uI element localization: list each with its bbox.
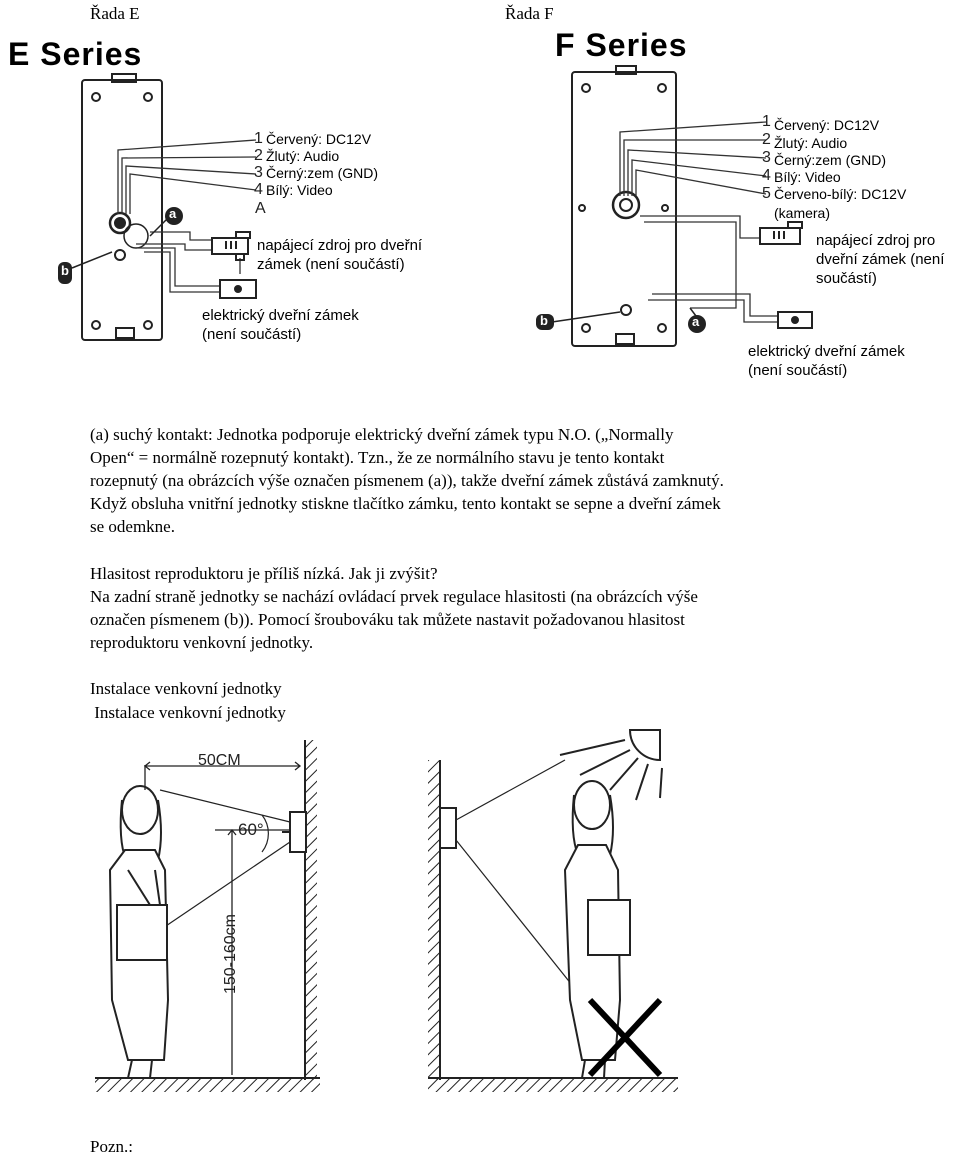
e-power-supply-label xyxy=(257,236,422,274)
f-wire-label-3: Černý:zem (GND) xyxy=(774,152,887,168)
f-camera-note: (kamera) xyxy=(774,205,831,221)
distance-label: 50CM xyxy=(198,752,241,769)
e-series-wires xyxy=(118,140,256,292)
volume-answer-line-3: reproduktoru venkovní jednotky. xyxy=(90,633,314,652)
f-wire-label-4: Bílý: Video xyxy=(774,169,841,185)
f-wire-label-2: Žlutý: Audio xyxy=(774,135,848,151)
volume-answer-line-2: označen písmenem (b)). Pomocí šroubováku tak můžete nastavit požadovanou hlasitost xyxy=(90,610,685,629)
f-door-lock-icon xyxy=(778,312,812,328)
install-heading-1: Instalace venkovní jednotky xyxy=(90,679,282,698)
e-power-line-2: zámek (není součástí) xyxy=(257,256,405,273)
e-letter-a: A xyxy=(255,200,266,217)
f-wire-label-5: Červeno-bílý: DC12V xyxy=(774,186,907,202)
e-power-line-1: napájecí zdroj pro dveřní xyxy=(257,237,423,254)
svg-text:5: 5 xyxy=(762,185,771,202)
f-power-line-1: napájecí zdroj pro xyxy=(816,232,936,249)
e-marker-b-label: b xyxy=(61,263,69,278)
svg-text:1: 1 xyxy=(762,113,771,130)
dry-contact-line-2: Open“ = normálně rozepnutý kontakt). Tzn., že ze normálního stavu je tento kontakt xyxy=(90,448,665,467)
f-lock-line-2: (není součástí) xyxy=(748,362,848,379)
svg-text:3: 3 xyxy=(762,149,771,166)
e-marker-a-label: a xyxy=(169,206,177,221)
e-wire-label-4: Bílý: Video xyxy=(266,182,333,198)
right-outdoor-unit xyxy=(440,808,456,848)
f-series-title: F Series xyxy=(555,27,688,63)
svg-text:1: 1 xyxy=(254,130,263,147)
f-series-wires xyxy=(620,122,778,322)
f-power-line-2: dveřní zámek (není xyxy=(816,251,945,268)
dry-contact-line-4: Když obsluha vnitřní jednotky stiskne tlačítko zámku, tento kontakt se sepne a dveřní zámek xyxy=(90,494,721,513)
volume-answer-line-1: Na zadní straně jednotky se nachází ovládací prvek regulace hlasitosti (na obrázcích výše xyxy=(90,587,698,606)
e-door-lock-label xyxy=(202,306,359,344)
svg-text:3: 3 xyxy=(254,164,263,181)
f-power-supply-icon xyxy=(760,222,802,244)
volume-answer-paragraph xyxy=(90,585,860,654)
right-view-angle xyxy=(456,760,600,1020)
right-wall xyxy=(428,760,440,1080)
note-label: Pozn.: xyxy=(90,1137,133,1156)
e-wire-label-3: Černý:zem (GND) xyxy=(266,165,379,181)
svg-text:2: 2 xyxy=(254,147,263,164)
dry-contact-line-1: (a) suchý kontakt: Jednotka podporuje elektrický dveřní zámek typu N.O. („Normally xyxy=(90,425,674,444)
f-number-labels xyxy=(762,113,771,202)
wrong-x-icon xyxy=(590,1000,660,1075)
height-label: 150-160cm xyxy=(222,913,239,995)
e-lock-line-1: elektrický dveřní zámek xyxy=(202,307,359,324)
f-marker-a-label: a xyxy=(692,314,700,329)
e-series-title: E Series xyxy=(8,36,143,72)
dry-contact-paragraph xyxy=(90,423,860,538)
e-wire-label-2: Žlutý: Audio xyxy=(266,148,340,164)
svg-text:4: 4 xyxy=(762,167,771,184)
f-door-lock-label xyxy=(748,342,905,380)
f-series-unit xyxy=(572,66,676,346)
f-power-supply-label xyxy=(816,231,944,288)
header-rada-e: Řada E xyxy=(90,4,140,23)
e-wire-label-1: Červený: DC12V xyxy=(266,131,372,147)
f-power-line-3: součástí) xyxy=(816,270,877,287)
install-heading-2: Instalace venkovní jednotky xyxy=(90,703,286,722)
f-marker-b-icon xyxy=(536,312,620,330)
left-outdoor-unit xyxy=(282,812,306,852)
f-wire-label-1: Červený: DC12V xyxy=(774,117,880,133)
left-wall xyxy=(305,740,317,1080)
header-rada-f: Řada F xyxy=(505,4,554,23)
svg-text:4: 4 xyxy=(254,181,263,198)
f-lock-line-1: elektrický dveřní zámek xyxy=(748,343,905,360)
left-person-illustration xyxy=(110,786,168,1078)
svg-text:2: 2 xyxy=(762,131,771,148)
f-marker-b-label: b xyxy=(540,313,548,328)
e-lock-line-2: (není součástí) xyxy=(202,326,302,343)
left-floor xyxy=(95,1078,320,1092)
e-number-labels xyxy=(254,130,263,198)
volume-question: Hlasitost reproduktoru je příliš nízká. Jak ji zvýšit? xyxy=(90,564,438,583)
right-floor xyxy=(428,1078,678,1092)
right-person-illustration xyxy=(565,781,630,1078)
e-power-supply-icon xyxy=(212,232,250,260)
sun-icon xyxy=(560,730,662,800)
angle-label: 60° xyxy=(238,820,264,839)
dry-contact-line-5: se odemkne. xyxy=(90,517,175,536)
dry-contact-line-3: rozepnutý (na obrázcích výše označen písmenem (a)), takže dveřní zámek zůstává zamknutý. xyxy=(90,471,724,490)
e-door-lock-icon xyxy=(220,280,256,298)
